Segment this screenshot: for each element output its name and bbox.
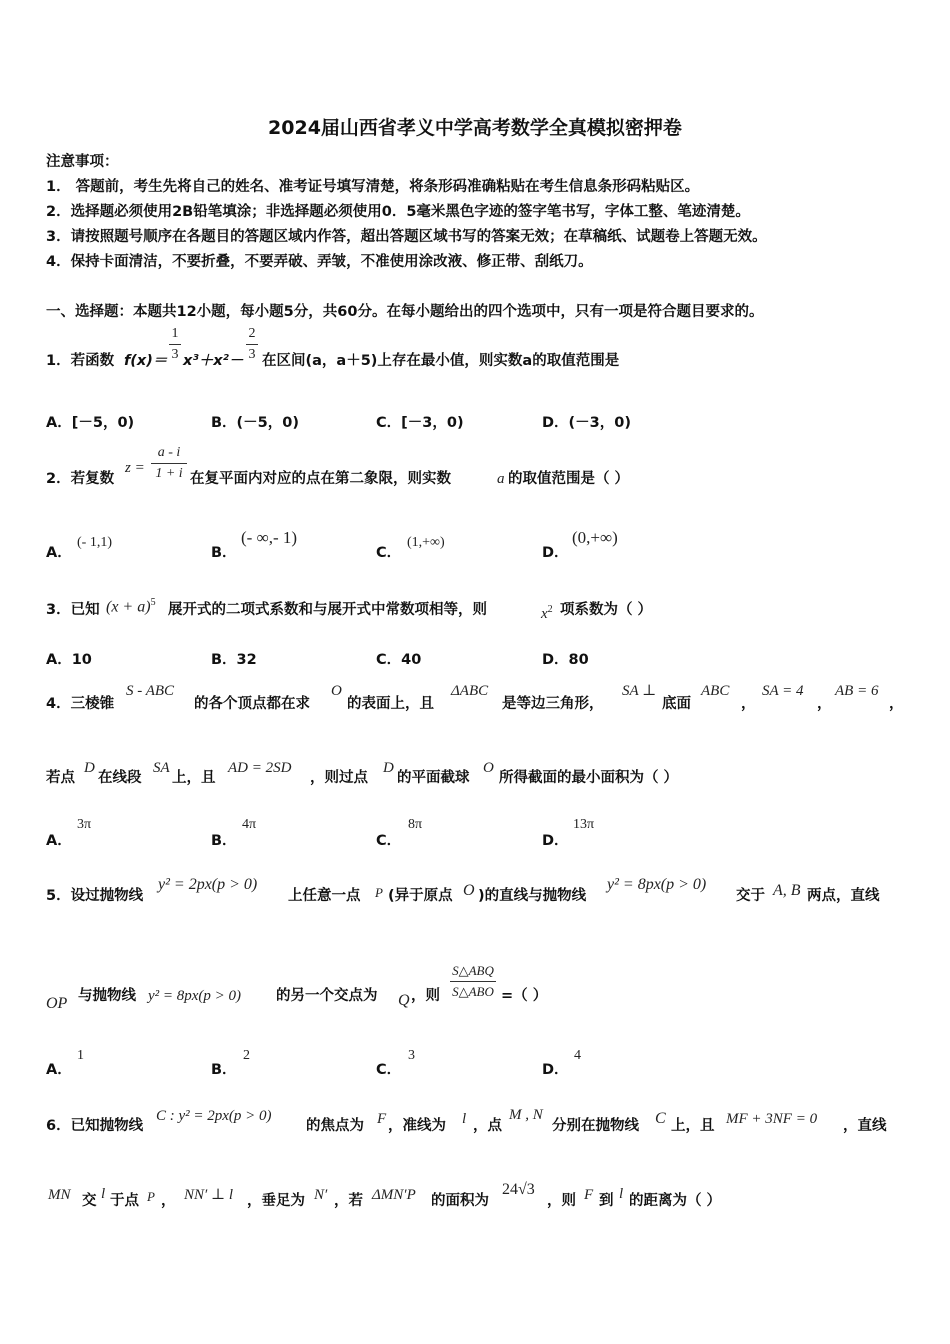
q1-option-b[interactable]: B．(－5，0) [211,415,299,431]
q3-expr: (x + a) [106,598,151,616]
q2-option-d-label[interactable]: D． [542,545,569,561]
q2-z: z = [125,460,145,476]
q3-expression [106,594,156,616]
q3-term [541,601,553,623]
q3-term-x: x [541,606,548,622]
q5-option-a-label[interactable]: A． [46,1062,72,1078]
q5-option-b-label[interactable]: B． [211,1062,237,1078]
q6-text: 的焦点为 [306,1118,364,1134]
q4-text: 若点 [46,770,75,786]
q4-math: O [483,760,494,776]
q6-math: P [147,1189,155,1204]
q2-option-b-label[interactable]: B． [211,545,237,561]
q5-text: )的直线与抛物线 [478,888,587,904]
fraction-bar [169,344,181,345]
q4-text: 底面 [662,696,691,712]
q4-option-c-value[interactable]: 8π [408,817,423,832]
q5-option-d-value[interactable]: 4 [574,1048,581,1063]
q6-text: 的距离为（ ） [629,1193,722,1209]
q3-option-a[interactable]: A．10 [46,652,92,668]
q3-option-b[interactable]: B．32 [211,652,257,668]
q4-text: 所得截面的最小面积为（ ） [499,770,679,786]
q6-math: F [584,1187,594,1203]
q2-option-a-value[interactable]: (- 1,1) [77,535,112,550]
q6-math: M , N [509,1107,543,1123]
q4-math: O [331,683,342,699]
q5-frac-num: S△ABQ [452,963,494,978]
q5-text: 上任意一点 [288,888,361,904]
q6-text: 到 [599,1193,614,1209]
q4-math: SA = 4 [762,683,804,699]
q2-fraction [151,445,187,482]
q4-text: 是等边三角形， [502,696,604,712]
q2-text-2: 的取值范围是（ ） [508,471,630,487]
q5-text: 的另一个交点为 [276,988,378,1004]
q5-math: y² = 2px(p > 0) [158,876,258,893]
notice-item-1: 1． 答题前，考生先将自己的姓名、准考证号填写清楚，将条形码准确粘贴在考生信息条形码粘贴区。 [46,179,700,195]
q1-frac1-num: 1 [171,326,179,341]
notice-item-4: 4．保持卡面清洁，不要折叠，不要弄破、弄皱，不准使用涂改液、修正带、刮纸刀。 [46,254,593,270]
q4-option-a-label[interactable]: A． [46,833,72,849]
q3-option-c[interactable]: C．40 [376,652,422,668]
q6-text: ，则 [547,1193,576,1209]
fraction-bar [450,981,496,982]
q4-option-c-label[interactable]: C． [376,833,402,849]
q6-text: ，垂足为 [247,1193,305,1209]
q1-option-c[interactable]: C．[－3，0) [376,415,464,431]
q2-prefix: 2．若复数 [46,471,115,487]
q4-option-b-label[interactable]: B． [211,833,237,849]
notice-item-2: 2．选择题必须使用2B铅笔填涂；非选择题必须使用0．5毫米黑色字迹的签字笔书写，字体工整、笔迹清楚。 [46,204,750,220]
q5-option-b-value[interactable]: 2 [243,1048,250,1063]
q4-math: SA [153,760,170,776]
q5-text: (异于原点 [388,888,453,904]
q4-text: ， [741,696,756,712]
q1-frac1-den: 3 [171,347,179,362]
q2-option-c-label[interactable]: C． [376,545,402,561]
q1-option-a[interactable]: A．[－5，0) [46,415,135,431]
q6-text: 分别在抛物线 [552,1118,639,1134]
fraction-bar [151,463,187,464]
q6-text: ， [161,1193,176,1209]
q5-text: 两点，直线 [807,888,880,904]
q1-frac2-den: 3 [248,347,256,362]
q3-prefix: 3．已知 [46,602,100,618]
q5-fraction [450,963,496,1000]
fraction-bar [246,344,258,345]
q2-var-a: a [497,471,505,487]
q6-text: 6．已知抛物线 [46,1118,144,1134]
q6-text: ，准线为 [388,1118,446,1134]
q4-text: ，则过点 [310,770,368,786]
q2-option-a-label[interactable]: A． [46,545,72,561]
q4-option-d-label[interactable]: D． [542,833,569,849]
q4-text: 的平面截球 [397,770,470,786]
q3-term-exp: 2 [547,604,553,615]
q4-math: S - ABC [126,683,175,699]
q5-q: Q [398,992,410,1009]
q6-math: 24√3 [502,1181,535,1198]
q5-text: =（ ） [501,988,548,1004]
q4-text: 4．三棱锥 [46,696,115,712]
q5-math: y² = 8px(p > 0) [607,876,707,893]
q2-text: 在复平面内对应的点在第二象限，则实数 [190,471,451,487]
q4-math: AB = 6 [835,683,879,699]
q4-math: ΔABC [451,683,489,699]
q5-math: O [463,882,475,899]
q6-math: C [655,1110,666,1127]
q5-math: A, B [773,882,801,899]
q4-math: ABC [701,683,730,699]
q4-option-a-value[interactable]: 3π [77,817,92,832]
q2-frac-num: a - i [157,445,181,460]
q5-text: 5．设过抛物线 [46,888,144,904]
q3-suffix: 项系数为（ ） [560,602,653,618]
q5-op: OP [46,995,68,1012]
q6-math: C : y² = 2px(p > 0) [156,1108,272,1124]
q4-text: 在线段 [98,770,142,786]
q1-prefix: 1．若函数 [46,353,115,369]
notice-heading: 注意事项： [46,154,119,170]
q1-option-d[interactable]: D．(－3，0) [542,415,631,431]
q4-math: SA ⊥ [622,683,657,699]
q6-text: 上，且 [671,1118,715,1134]
q4-option-d-value[interactable]: 13π [573,817,595,832]
q6-text: 于点 [110,1193,139,1209]
q6-text: ，若 [334,1193,363,1209]
q5-math: P [375,885,383,900]
q3-exp: 5 [150,597,156,608]
q4-math: AD = 2SD [228,760,292,776]
q3-option-d[interactable]: D．80 [542,652,589,668]
q6-text: ，点 [473,1118,502,1134]
q3-middle: 展开式的二项式系数和与展开式中常数项相等，则 [168,602,487,618]
q4-text: 的表面上，且 [347,696,434,712]
q1-fraction-2 [246,326,258,363]
page-title: 2024届山西省孝义中学高考数学全真模拟密押卷 [268,117,682,139]
q4-text: ， [889,696,904,712]
q6-math: N′ [314,1187,328,1203]
q5-option-d-label[interactable]: D． [542,1062,569,1078]
q1-fx: f(x)＝ [124,353,168,369]
q6-math: l [101,1186,106,1202]
q1-suffix: 在区间(a，a＋5)上存在最小值，则实数a的取值范围是 [262,353,620,369]
q6-math: MF + 3NF = 0 [726,1111,818,1127]
q5-frac-den: S△ABO [452,984,494,999]
q2-option-b-value[interactable]: (- ∞,- 1) [241,528,298,547]
q5-text: 交于 [736,888,765,904]
q4-math: D [383,760,394,776]
q5-math: y² = 8px(p > 0) [148,988,242,1004]
q4-text: 的各个顶点都在求 [194,696,310,712]
q4-text: ， [817,696,832,712]
section-heading: 一、选择题：本题共12小题，每小题5分，共60分。在每小题给出的四个选项中，只有一项是符合题目要求的。 [46,304,764,320]
q5-option-c-value[interactable]: 3 [408,1048,415,1063]
q6-math: ΔMN′P [372,1187,416,1203]
q4-text: 上，且 [172,770,216,786]
q5-option-c-label[interactable]: C． [376,1062,402,1078]
q4-option-b-value[interactable]: 4π [242,817,257,832]
q2-option-c-value[interactable]: (1,+∞) [407,535,445,550]
q1-fraction-1 [169,326,181,363]
q4-math: D [84,760,95,776]
q5-option-a-value[interactable]: 1 [77,1048,84,1063]
q5-text: 与抛物线 [78,988,136,1004]
q6-math: MN [48,1187,71,1203]
q1-frac2-num: 2 [248,326,256,341]
q6-text: 的面积为 [431,1193,489,1209]
q6-text: 交 [82,1193,97,1209]
q2-frac-den: 1 + i [155,466,183,481]
q2-option-d-value[interactable]: (0,+∞) [572,528,618,547]
notice-item-3: 3．请按照题号顺序在各题目的答题区域内作答，超出答题区域书写的答案无效；在草稿纸、试题卷上答题无效。 [46,229,767,245]
q6-math: NN′ ⊥ l [184,1187,234,1203]
q1-middle: x³＋x²－ [183,353,244,369]
q6-math: F [377,1111,387,1127]
q6-math: l [462,1111,467,1127]
q6-math: l [619,1186,624,1202]
q5-text: ，则 [411,988,440,1004]
q6-text: ，直线 [843,1118,887,1134]
